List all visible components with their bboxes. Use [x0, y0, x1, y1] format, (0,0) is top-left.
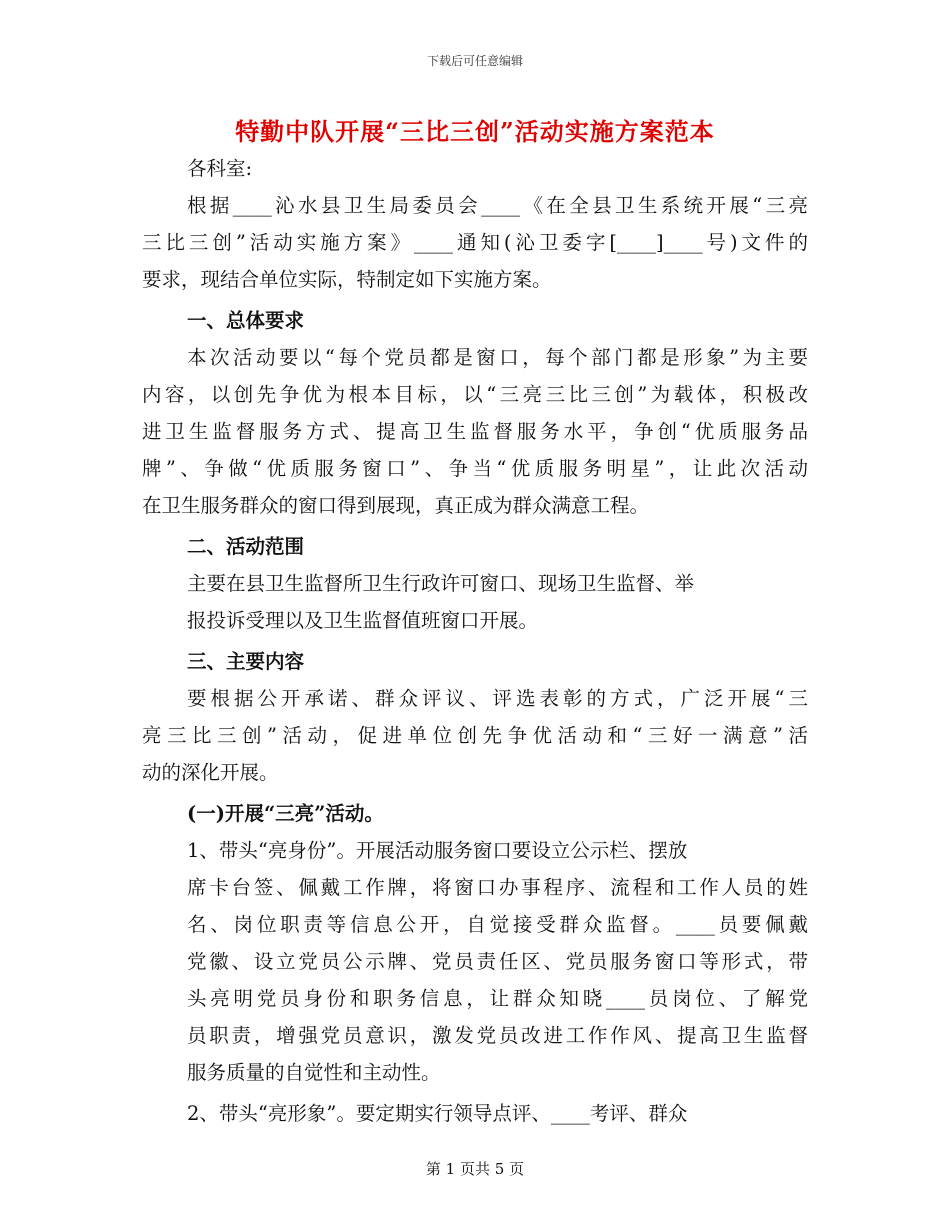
paragraph-line: 要根据公开承诺、群众评议、评选表彰的方式，广泛开展“三	[187, 687, 808, 710]
document-body	[142, 150, 808, 1132]
section-heading: 一、总体要求	[187, 309, 305, 332]
paragraph-line: 牌”、争做“优质服务窗口”、争当“优质服务明星”，让此次活动	[142, 457, 808, 480]
document-title: 特勤中队开展“三比三创”活动实施方案范本	[235, 117, 715, 146]
page-footer: 第 1 页共 5 页	[425, 1160, 525, 1178]
paragraph-line: 进卫生监督服务方式、提高卫生监督服务水平，争创“优质服务品	[142, 420, 808, 443]
paragraph-line: 头亮明党员身份和职务信息，让群众知晓____员岗位、了解党	[187, 987, 808, 1010]
paragraph-line: 报投诉受理以及卫生监督值班窗口开展。	[187, 609, 539, 632]
subsection-heading: (一)开展“三亮”活动。	[187, 802, 384, 825]
paragraph-line: 内容，以创先争优为根本目标，以“三亮三比三创”为载体，积极改	[142, 383, 808, 406]
paragraph-line: 本次活动要以“每个党员都是窗口，每个部门都是形象”为主要	[187, 346, 808, 369]
paragraph-line: 1、带头“亮身份”。开展活动服务窗口要设立公示栏、摆放	[187, 839, 688, 862]
paragraph-line: 动的深化开展。	[142, 761, 279, 784]
paragraph-line: 2、带头“亮形象”。要定期实行领导点评、____考评、群众	[187, 1102, 688, 1125]
paragraph-line: 名、岗位职责等信息公开，自觉接受群众监督。____员要佩戴	[187, 913, 808, 936]
section-heading: 三、主要内容	[187, 650, 305, 673]
paragraph-line: 三比三创”活动实施方案》____通知(沁卫委字[____]____号)文件的	[142, 231, 808, 254]
paragraph-line: 要求，现结合单位实际，特制定如下实施方案。	[142, 268, 552, 291]
page-header: 下载后可任意编辑	[426, 54, 523, 68]
paragraph-line: 亮三比三创”活动，促进单位创先争优活动和“三好一满意”活	[142, 724, 808, 747]
salutation: 各科室:	[187, 157, 253, 180]
paragraph-line: 根据____沁水县卫生局委员会____《在全县卫生系统开展“三亮	[187, 194, 808, 217]
paragraph-line: 党徽、设立党员公示牌、党员责任区、党员服务窗口等形式，带	[187, 950, 808, 973]
paragraph-line: 服务质量的自觉性和主动性。	[187, 1061, 441, 1084]
paragraph-line: 在卫生服务群众的窗口得到展现，真正成为群众满意工程。	[142, 494, 650, 517]
section-heading: 二、活动范围	[187, 535, 305, 558]
paragraph-line: 主要在县卫生监督所卫生行政许可窗口、现场卫生监督、举	[187, 572, 695, 595]
paragraph-line: 员职责，增强党员意识，激发党员改进工作作风、提高卫生监督	[187, 1024, 808, 1047]
paragraph-line: 席卡台签、佩戴工作牌，将窗口办事程序、流程和工作人员的姓	[187, 876, 808, 899]
